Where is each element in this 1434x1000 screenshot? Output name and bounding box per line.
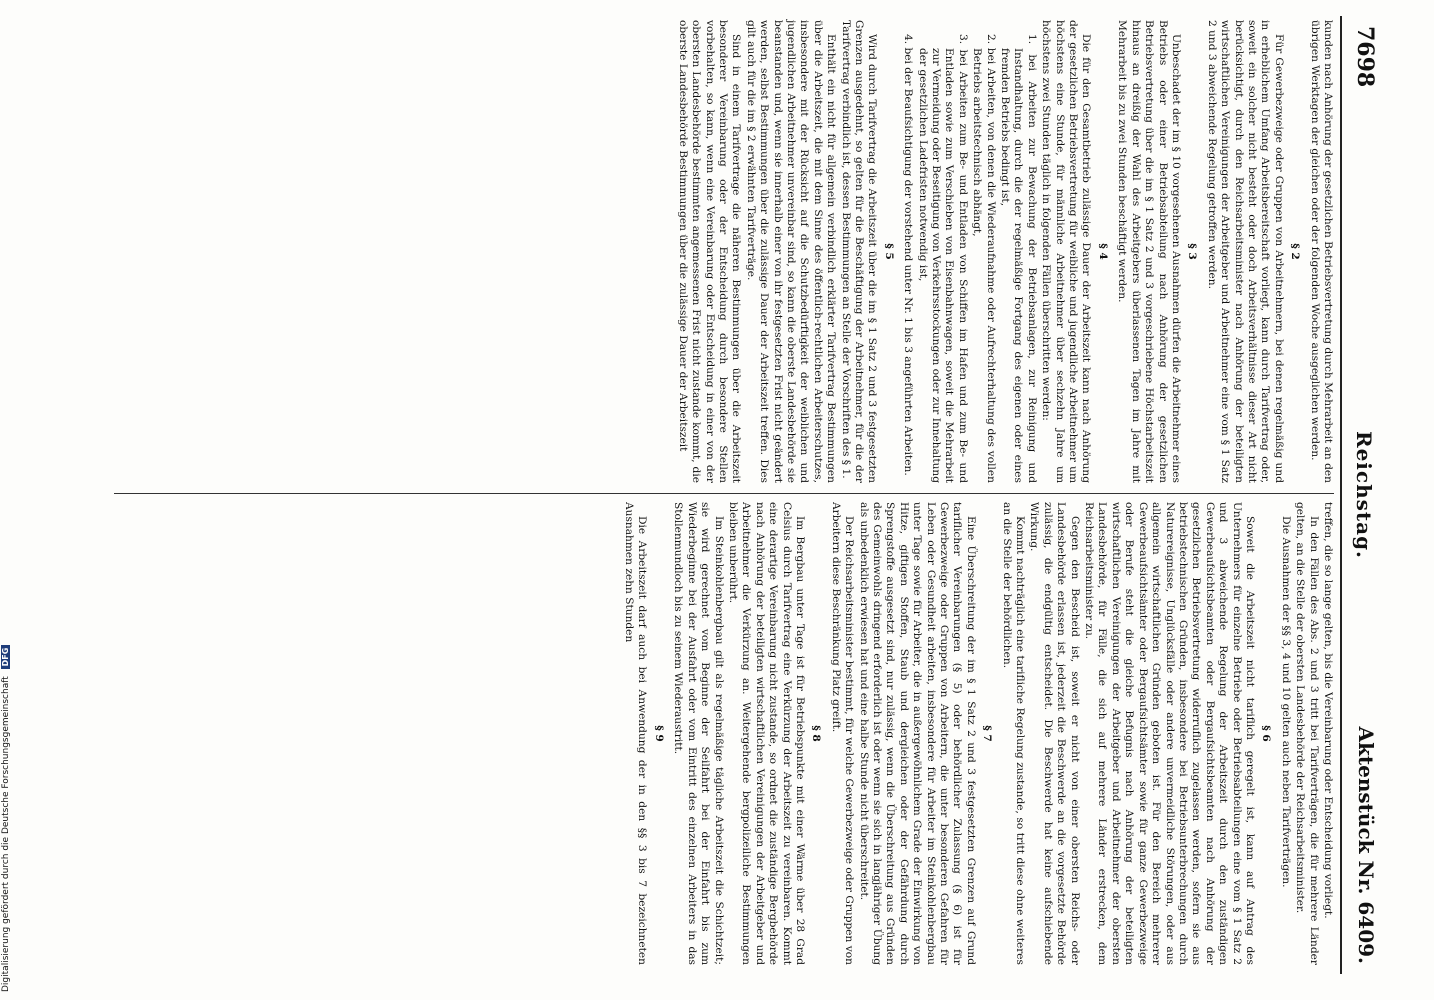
paragraph: Die für den Gesamtbetrieb zulässige Dauer der Arbeitszeit kann nach Anhörung der gesetzlichen Betriebsvertretung für weibliche und jugendliche Arbeitnehmer um höchstens eine Stunde, für männliche Arbeitnehmer über sechzehn Jahre um höchstens zwei Stunden täglich in folgenden Fällen überschritten werden: bbox=[1040, 20, 1093, 483]
page-number: 7698 bbox=[1352, 26, 1378, 88]
paragraph: Unbeschadet der im § 10 vorgesehenen Ausnahmen dürfen die Arbeitnehmer eines Betriebs oder einer Betriebsabteilung nach Anhörung der gesetzlichen Betriebsvertretung über die im § 1 Satz 2 und 3 vorgeschriebene Höchstarbeitszeit hinaus an dreißig der Wahl des Arbeitgebers überlassenen Tagen im Jahre mit Mehrarbeit bis zu zwei Stunden beschäftigt werden. bbox=[1116, 20, 1182, 483]
paragraph: Eine Überschreitung der im § 1 Satz 2 und 3 festgesetzten Grenzen auf Grund tariflicher Vereinbarungen (§ 5) oder behördlicher Zulassung (§ 6) ist für Gewerbezweige oder Gruppen von Arbeitern, die unter besonderen Gefahren für Leben oder Gesundheit arbeiten, insbesondere für Arbeiter im Steinkohlenbergbau unter Tage sowie für Arbeiter, die in außergewöhnlichem Grade der Einwirkung von Hitze, giftigen Stoffen, Staub und dergleichen oder der Gefährdung durch Sprengstoffe ausgesetzt sind, nur zulässig, wenn die Überschreitung aus Gründen des Gemeinwohls dringend erforderlich ist oder wenn sie sich in langjähriger Übung als unbedenklich erwiesen hat und eine halbe Stunde nicht überschreitet. bbox=[857, 502, 977, 965]
paragraph: Die Ausnahmen der §§ 3, 4 und 10 gelten auch neben Tarifverträgen. bbox=[1279, 516, 1292, 888]
paragraph: Soweit die Arbeitszeit nicht tariflich geregelt ist, kann auf Antrag des Unternehmers für einzelne Betriebe oder Betriebsabteilungen eine vom § 1 Satz 2 und 3 abweichende Regelung der Arbeitszeit durch den zuständigen Gewerbeaufsichtsbeamten oder Bergaufsichtsbeamten nach Anhörung der gesetzlichen Betriebsvertretung widerruflich zugelassen werden, sofern sie aus betriebstechnischen Gründen, insbesondere bei Betriebsunterbrechungen durch Naturereignisse, Unglücksfälle oder andere unvermeidliche Störungen, oder aus allgemein wirtschaftlichen Gründen geboten ist. Für den Bereich mehrerer Gewerbeaufsichtsämter oder Bergaufsichtsämter sowie für ganze Gewerbezweige oder Berufe steht die gleiche Befugnis nach Anhörung der beteiligten wirtschaftlichen Vereinigungen der Arbeitgeber und Arbeitnehmer der obersten Landesbehörde, für Fälle, die sich auf mehrere Länder erstrecken, dem Reichsarbeitsminister zu. bbox=[1083, 502, 1256, 965]
digitization-note bbox=[1, 292, 11, 992]
paragraph: Gegen den Bescheid ist, soweit er nicht von einer obersten Reichs- oder Landesbehörde erlassen ist, jederzeit die Beschwerde an die vorgesetzte Behörde zulässig, die endgültig entscheidet. Die Beschwerde hat keine aufschiebende Wirkung. bbox=[1028, 502, 1081, 965]
section-heading: § 3 bbox=[1186, 243, 1199, 260]
column-divider bbox=[114, 493, 1334, 494]
digitization-sidebar bbox=[0, 0, 14, 1000]
paragraph: Wird durch Tarifvertrag die Arbeitszeit über die im § 1 Satz 2 und 3 festgesetzten Grenzen ausgedehnt, so gelten für die Beschäftigung der Arbeitnehmer, für die der Tarifvertrag verbindlich ist, dessen Bestimmungen an Stelle der Vorschriften des § 1. bbox=[839, 20, 879, 483]
list-item: 2. bei Arbeiten, von denen die Wiederaufnahme oder Aufrechterhaltung des vollen Betriebs arbeitstechnisch abhängt, bbox=[971, 34, 997, 483]
paragraph: Enthält ein nicht für allgemein verbindlich erklärter Tarifvertrag Bestimmungen über die Arbeitszeit, die mit dem Sinne des öffentlich-rechtlichen Arbeiterschutzes, insbesondere mit der Rücksicht auf die Schutzbedürftigkeit der weiblichen und jugendlichen Arbeitnehmer unvereinbar sind, so kann die oberste Landesbehörde sie beanstanden und, wenn sie innerhalb einer von ihr festgesetzten Frist nicht geändert werden, selbst Bestimmungen über die zulässige Dauer der Arbeitszeit treffen. Dies gilt auch für die im § 2 erwähnten Tarifverträge. bbox=[744, 20, 838, 483]
section-heading: § 9 bbox=[652, 725, 665, 742]
paragraph: Der Reichsarbeitsminister bestimmt, für welche Gewerbezweige oder Gruppen von Arbeitern diese Beschränkung Platz greift. bbox=[829, 502, 856, 965]
page-header bbox=[1340, 16, 1382, 974]
list-item: 4. bei der Beaufsichtigung der vorstehend unter Nr. 1 bis 3 angeführten Arbeiten. bbox=[902, 34, 915, 476]
paragraph: Für Gewerbezweige oder Gruppen von Arbeitnehmern, bei denen regelmäßig und in erheblichem Umfang Arbeitsbereitschaft vorliegt, kann durch Tarifvertrag oder, soweit ein solcher nicht besteht oder doch Arbeitsverhältnisse dieser Art nicht berücksichtigt, durch den Reichsarbeitsminister nach Anhörung der beteiligten wirtschaftlichen Vereinigungen der Arbeitgeber und Arbeitnehmer eine vom § 1 Satz 2 und 3 abweichende Regelung getroffen werden. bbox=[1205, 20, 1285, 483]
section-heading: § 4 bbox=[1096, 243, 1109, 260]
section-heading: § 5 bbox=[882, 243, 895, 260]
document-number: Aktenstück Nr. 6409. bbox=[1354, 726, 1378, 964]
section-heading: § 2 bbox=[1289, 243, 1302, 260]
paragraph: Kommt nachträglich eine tarifliche Regelung zustande, so tritt diese ohne weiteres an die Stelle der behördlichen. bbox=[1000, 502, 1027, 965]
digitization-note-text: Digitalisierung gefördert durch die Deutsche Forschungsgemeinschaft bbox=[1, 676, 11, 992]
section-heading: § 7 bbox=[981, 725, 994, 742]
paragraph: Sind in einem Tarifvertrage die näheren Bestimmungen über die Arbeitszeit besonderer Vereinbarung oder der Entscheidung durch besondere Stellen vorbehalten, so kann, wenn eine Vereinbarung oder Entscheidung in einer von der obersten Landesbehörde bestimmten angemessenen Frist nicht zustande kommt, die oberste Landesbehörde Bestimmungen über die zulässige Dauer der Arbeitszeit bbox=[676, 20, 743, 483]
list-item: 1. bei Arbeiten zur Bewachung der Betriebsanlagen, zur Reinigung und Instandhaltung, durch die der regelmäßige Fortgang des eigenen oder eines fremden Betriebs bedingt ist, bbox=[999, 34, 1038, 483]
rotated-content bbox=[92, 16, 1382, 974]
section-heading: § 8 bbox=[810, 725, 823, 742]
paragraph: kunden nach Anhörung der gesetzlichen Betriebsvertretung durch Mehrarbeit an den übrigen Werktagen der gleichen oder der folgenden Woche ausgeglichen werden. bbox=[1308, 20, 1334, 484]
paragraph: Im Steinkohlenbergbau gilt als regelmäßige tägliche Arbeitszeit die Schichtzeit; sie wird gerechnet vom Beginne der Seilfahrt bei der Einfahrt bis zum Wiederbeginne bei der Ausfahrt oder vom Eintritt des einzelnen Arbeiters in das Stollenmundloch bis zu seinem Wiederaustritt. bbox=[672, 502, 725, 965]
header-title: Reichstag. bbox=[1352, 430, 1376, 560]
paragraph: treffen, die so lange gelten, bis die Vereinbarung oder Entscheidung vorliegt. bbox=[1322, 502, 1334, 919]
left-column bbox=[674, 20, 1334, 483]
right-column bbox=[621, 502, 1334, 965]
paragraph: Im Bergbau unter Tage ist für Betriebspunkte mit einer Wärme über 28 Grad Celsius durch Tarifvertrag eine Verkürzung der Arbeitszeit zu vereinbaren. Kommt eine derartige Vereinbarung nicht zustande, so ordnet die zuständige Bergbehörde nach Anhörung der beteiligten wirtschaftlichen Vereinigungen der Arbeitgeber und Arbeitnehmer die Verkürzung an. Weitergehende bergpolizeiliche Bestimmungen bleiben unberührt. bbox=[726, 502, 806, 965]
paragraph: Die Arbeitszeit darf auch bei Anwendung der in den §§ 3 bis 7 bezeichneten Ausnahmen zehn Stunden bbox=[623, 502, 649, 965]
paragraph: In den Fällen des Abs. 2 und 3 tritt bei Tarifverträgen, die für mehrere Länder gelten, an die Stelle der obersten Landesbehörde der Reichsarbeitsminister. bbox=[1294, 502, 1320, 965]
section-heading: § 6 bbox=[1260, 725, 1273, 742]
dfg-logo: DFG bbox=[1, 645, 10, 670]
list-item: 3. bei Arbeiten zum Be- und Entladen von Schiffen im Hafen und zum Be- und Entladen sowie zum Verschieben von Eisenbahnwagen, soweit die Mehrarbeit zur Vermeidung oder Beseitigung von Verkehrsstockungen oder zur Innehaltung der gesetzlichen Ladefristen notwendig ist, bbox=[916, 34, 969, 483]
